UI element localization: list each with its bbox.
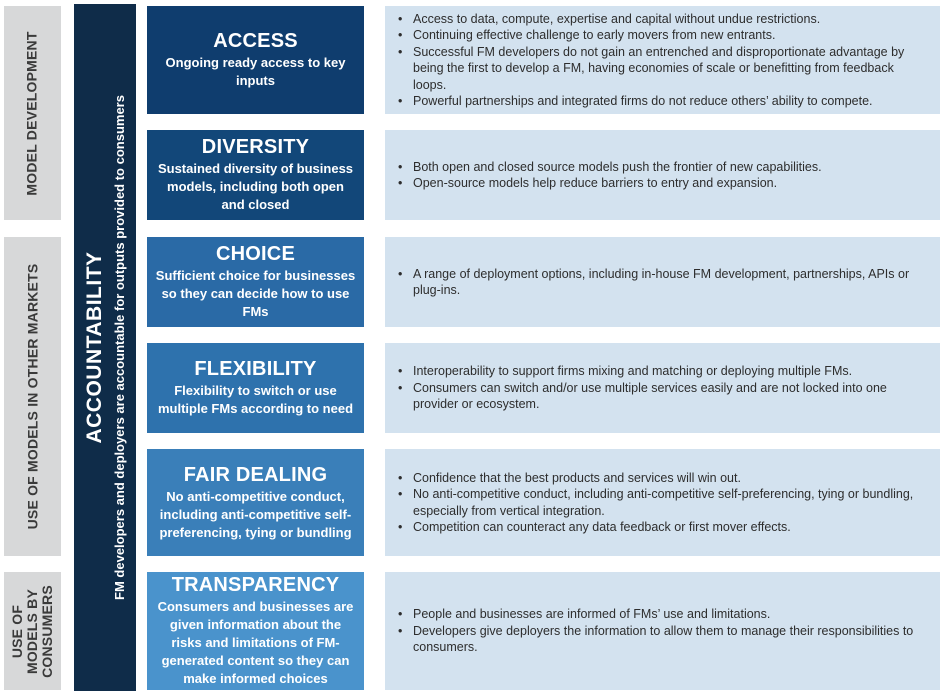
bullet-item: • Both open and closed source models push the frontier of new capabilities. <box>411 159 822 176</box>
principle-flexibility <box>147 343 364 433</box>
principle-access <box>147 6 364 114</box>
principle-title: CHOICE <box>216 243 295 265</box>
accountability-title: ACCOUNTABILITY <box>82 251 106 444</box>
bullet-item: • Confidence that the best products and services will win out. <box>411 470 930 487</box>
bullet-list <box>397 606 930 656</box>
principle-title: FLEXIBILITY <box>194 358 317 380</box>
detail-access <box>385 6 940 114</box>
bullet-item: • Open-source models help reduce barriers to entry and expansion. <box>411 175 822 192</box>
section-by-consumers <box>4 572 61 690</box>
principle-title: ACCESS <box>213 30 298 52</box>
bullet-item: • Access to data, compute, expertise and capital without undue restrictions. <box>411 11 930 28</box>
principle-description: Ongoing ready access to key inputs <box>165 55 346 88</box>
bullet-item: • Powerful partnerships and integrated firms do not reduce others’ ability to compete. <box>411 93 930 110</box>
principle-description: Sufficient choice for businesses so they can decide how to use FMs <box>155 268 356 319</box>
detail-diversity <box>385 130 940 220</box>
accountability-subtitle: FM developers and deployers are accountable for outputs provided to consumers <box>111 95 127 600</box>
bullet-item: • A range of deployment options, including in-house FM development, partnerships, APIs or plug-ins. <box>411 266 930 299</box>
detail-fair-dealing <box>385 449 940 556</box>
accountability-bar <box>74 4 136 691</box>
bullet-list <box>397 11 930 110</box>
bullet-item: • Successful FM developers do not gain an entrenched and disproportionate advantage by being the first to develop a FM, having economies of scale or benefitting from feedback loops. <box>411 44 930 94</box>
section-other-markets <box>4 237 61 556</box>
section-label: USE OF MODELS BY CONSUMERS <box>9 584 56 678</box>
principle-choice <box>147 237 364 327</box>
bullet-item: • Competition can counteract any data feedback or first mover effects. <box>411 519 930 536</box>
detail-transparency <box>385 572 940 690</box>
section-label: USE OF MODELS IN OTHER MARKETS <box>24 263 41 530</box>
principle-title: TRANSPARENCY <box>171 574 340 596</box>
bullet-item: • Developers give deployers the information to allow them to manage their responsibilities to consumers. <box>411 623 930 656</box>
bullet-item: • Consumers can switch and/or use multiple services easily and are not locked into one provider or ecosystem. <box>411 380 930 413</box>
bullet-item: • People and businesses are informed of FMs’ use and limitations. <box>411 606 930 623</box>
bullet-list <box>397 470 930 536</box>
bullet-list <box>397 363 930 413</box>
principle-description: Sustained diversity of business models, including both open and closed <box>157 161 354 212</box>
bullet-list <box>397 159 822 192</box>
section-model-development <box>4 6 61 220</box>
detail-choice <box>385 237 940 327</box>
bullet-item: • Interoperability to support firms mixing and matching or deploying multiple FMs. <box>411 363 930 380</box>
principle-title: FAIR DEALING <box>183 463 328 486</box>
principle-diversity <box>147 130 364 220</box>
principle-transparency <box>147 572 364 690</box>
principle-description: Flexibility to switch or use multiple FMs according to need <box>157 383 354 416</box>
bullet-list <box>397 266 930 299</box>
principle-description: Consumers and businesses are given information about the risks and limitations of FM-generated content so they can make informed choices <box>157 599 354 686</box>
section-label: MODEL DEVELOPMENT <box>24 30 40 196</box>
bullet-item: • Continuing effective challenge to early movers from new entrants. <box>411 27 930 44</box>
detail-flexibility <box>385 343 940 433</box>
principle-title: DIVERSITY <box>201 136 310 158</box>
bullet-item: • No anti-competitive conduct, including anti-competitive self-preferencing, tying or bundling, especially from vertical integration. <box>411 486 930 519</box>
principle-description: No anti-competitive conduct, including anti-competitive self-preferencing, tying or bundling <box>159 488 352 540</box>
principle-fair-dealing <box>147 449 364 556</box>
